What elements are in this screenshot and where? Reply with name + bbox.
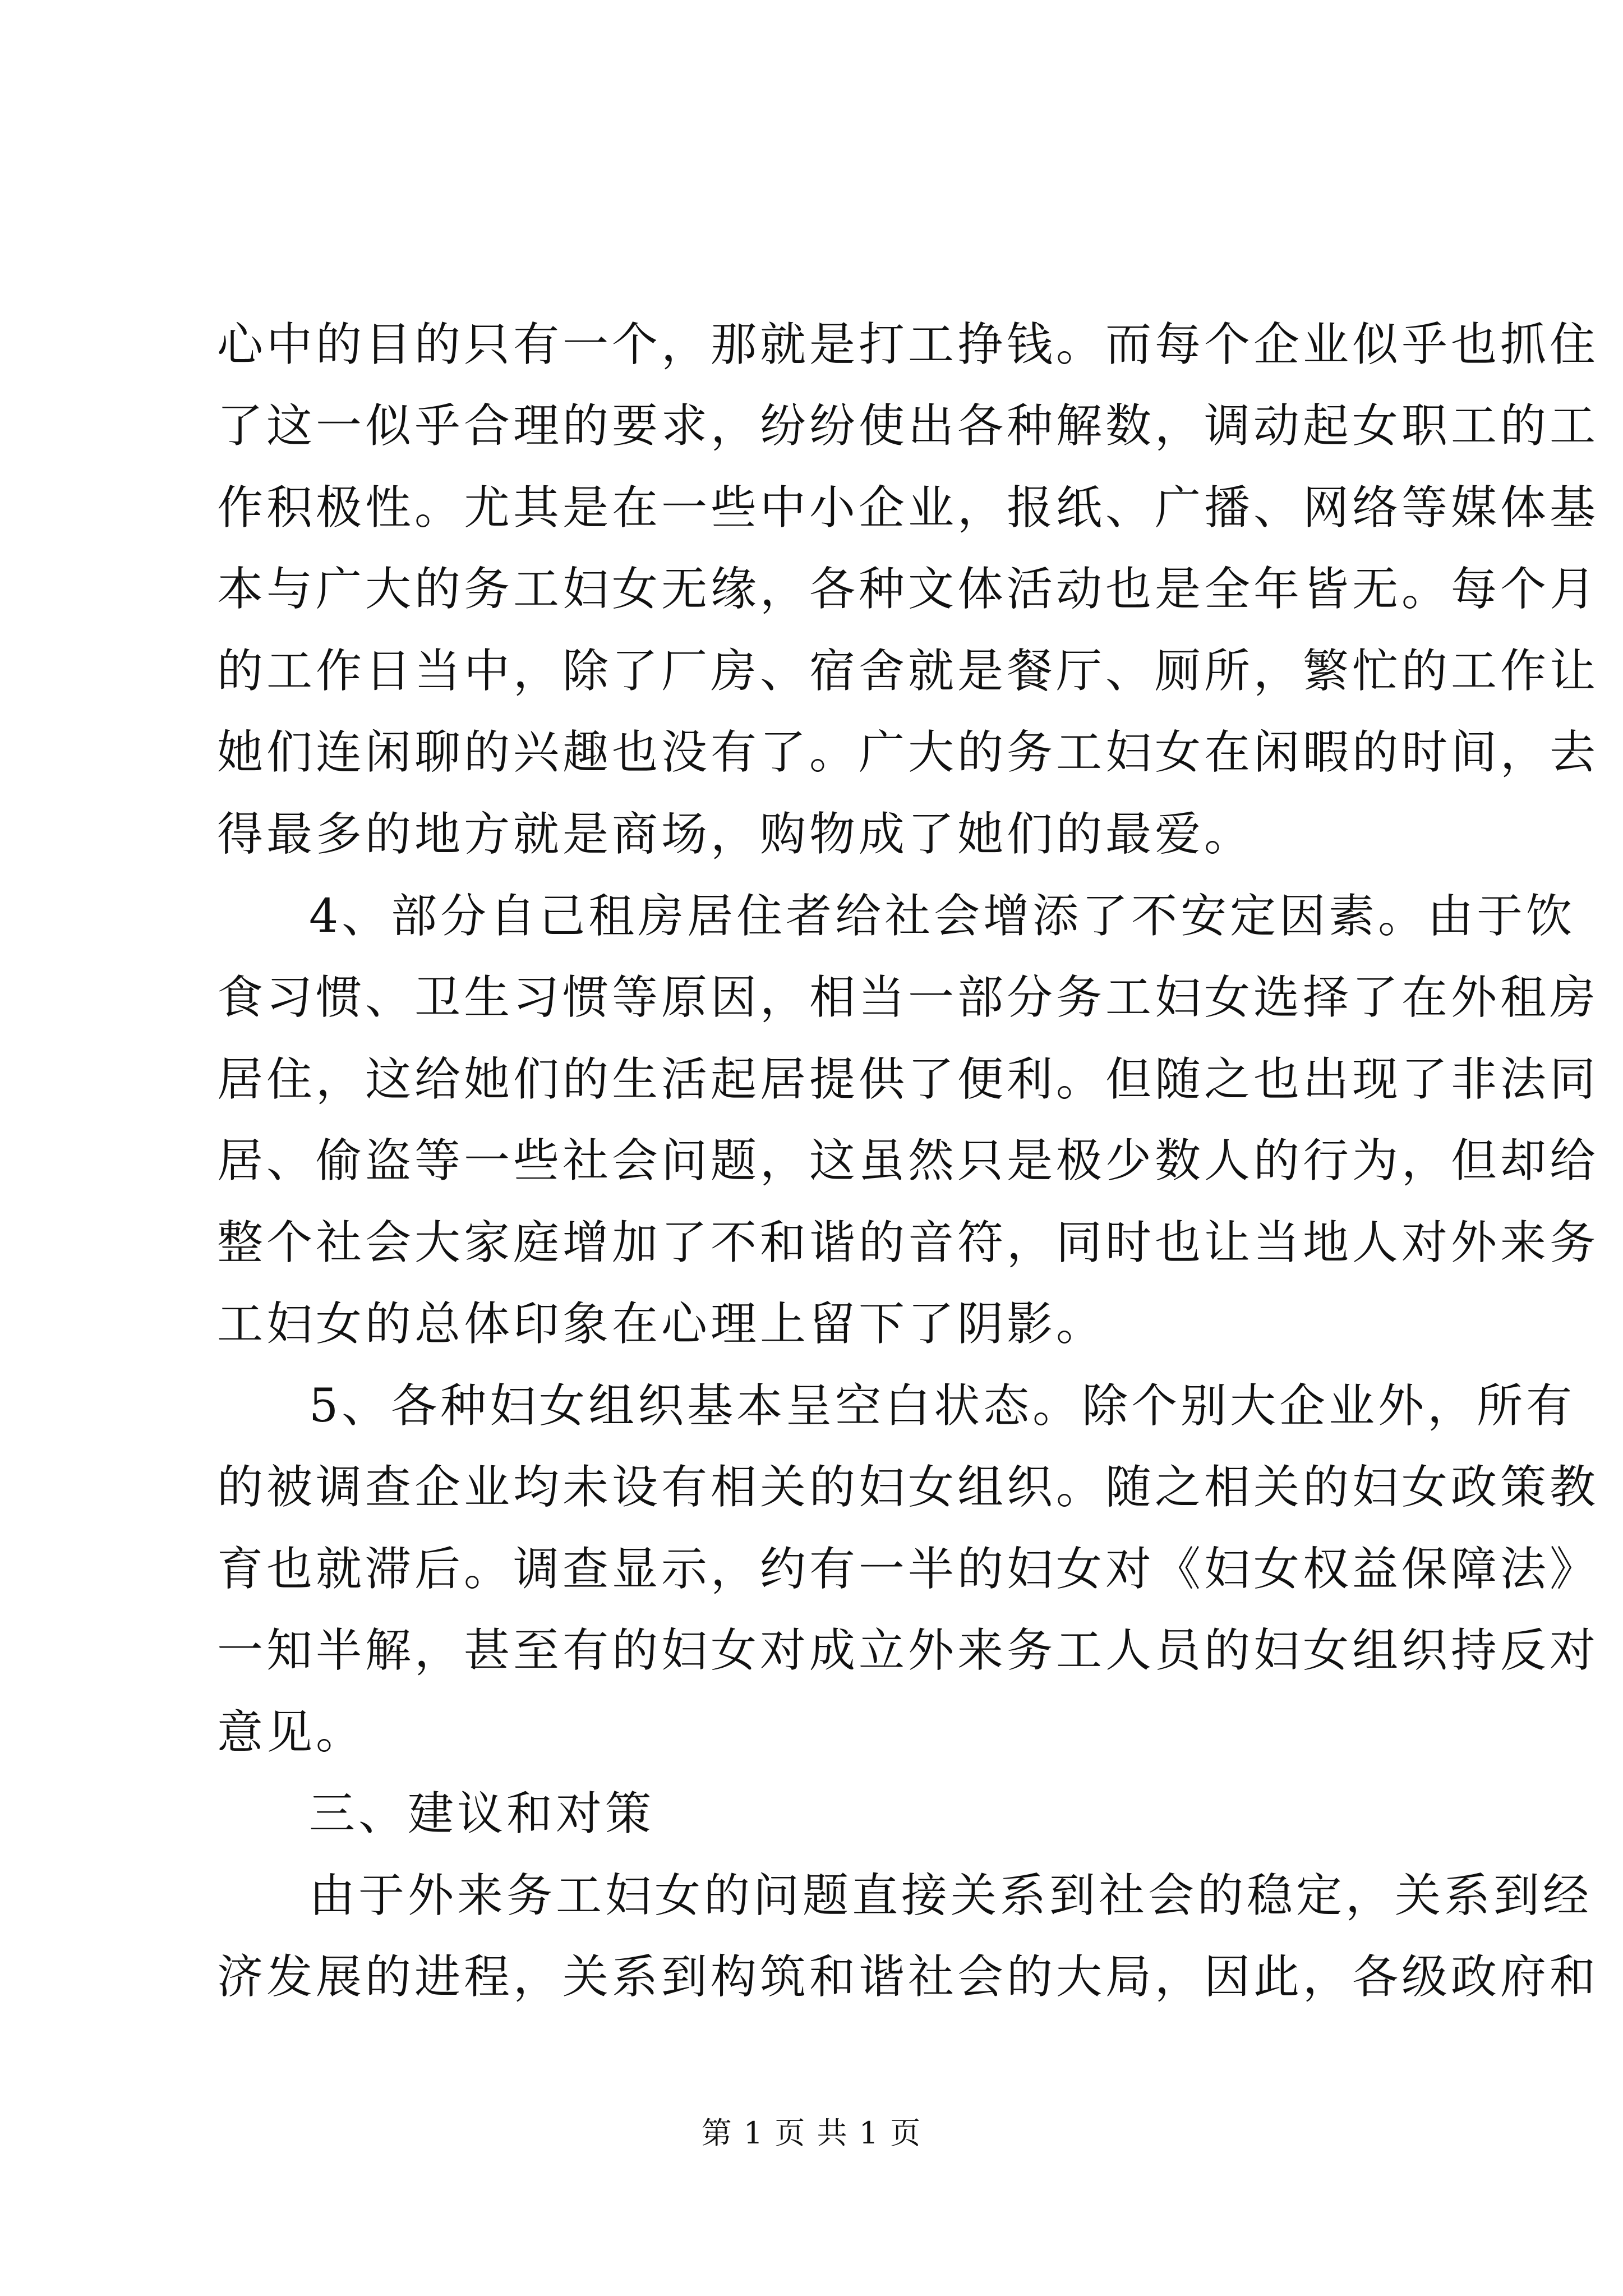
text-line: 意见。 <box>217 1706 366 1759</box>
paragraph-4-first-line: 4、部分自己租房居住者给社会增添了不安定因素。由于饮 <box>309 890 1576 943</box>
text-line: 济发展的进程，关系到构筑和谐社会的大局，因此，各级政府和 <box>217 1950 1599 2004</box>
text-line: 得最多的地方就是商场，购物成了她们的最爱。 <box>217 808 1254 861</box>
text-line: 作积极性。尤其是在一些中小企业，报纸、广播、网络等媒体基 <box>217 481 1599 535</box>
text-line: 育也就滞后。调查显示，约有一半的妇女对《妇女权益保障法》 <box>217 1543 1599 1596</box>
section-heading: 三、建议和对策 <box>309 1787 655 1841</box>
paragraph-5-first-line: 5、各种妇女组织基本呈空白状态。除个别大企业外，所有 <box>309 1379 1576 1433</box>
text-line: 工妇女的总体印象在心理上留下了阴影。 <box>217 1297 1106 1351</box>
text-line: 一知半解，甚至有的妇女对成立外来务工人员的妇女组织持反对 <box>217 1624 1599 1677</box>
text-line: 的工作日当中，除了厂房、宿舍就是餐厅、厕所，繁忙的工作让 <box>217 645 1599 698</box>
text-line: 食习惯、卫生习惯等原因，相当一部分务工妇女选择了在外租房 <box>217 971 1599 1024</box>
paragraph-first-line: 由于外来务工妇女的问题直接关系到社会的稳定，关系到经 <box>309 1869 1593 1922</box>
text-line: 居、偷盗等一些社会问题，这虽然只是极少数人的行为，但却给 <box>217 1134 1599 1188</box>
text-line: 她们连闲聊的兴趣也没有了。广大的务工妇女在闲暇的时间，去 <box>217 726 1599 779</box>
page-number-footer: 第 1 页 共 1 页 <box>701 2115 922 2151</box>
text-line: 整个社会大家庭增加了不和谐的音符，同时也让当地人对外来务 <box>217 1216 1599 1269</box>
text-line: 心中的目的只有一个，那就是打工挣钱。而每个企业似乎也抓住 <box>217 318 1599 371</box>
text-line: 本与广大的务工妇女无缘，各种文体活动也是全年皆无。每个月 <box>217 563 1599 616</box>
text-line: 了这一似乎合理的要求，纷纷使出各种解数，调动起女职工的工 <box>217 399 1599 453</box>
text-line: 居住，这给她们的生活起居提供了便利。但随之也出现了非法同 <box>217 1053 1599 1106</box>
text-line: 的被调查企业均未设有相关的妇女组织。随之相关的妇女政策教 <box>217 1461 1599 1514</box>
